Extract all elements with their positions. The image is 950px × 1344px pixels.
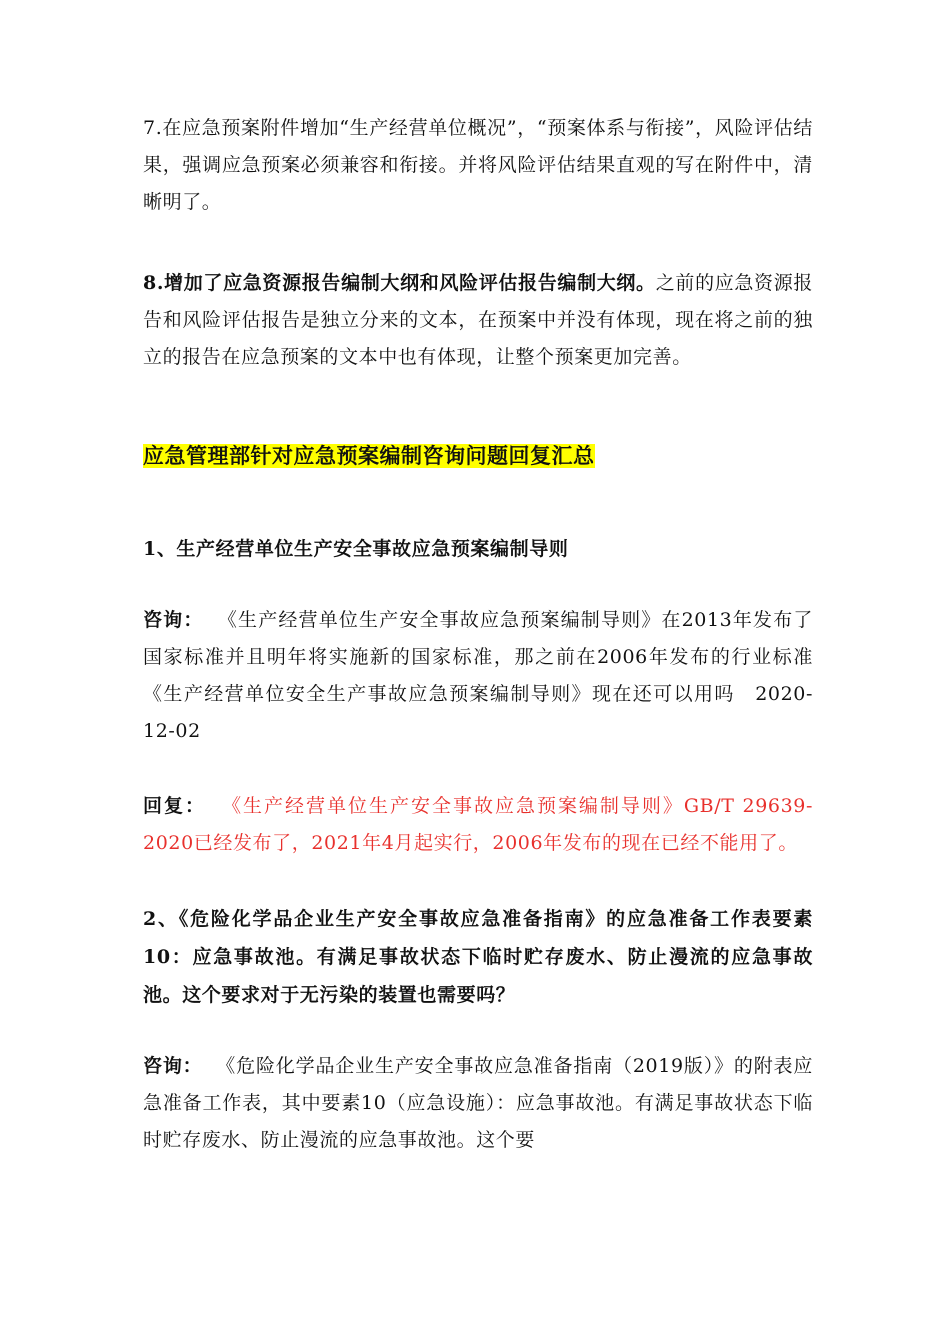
qa-1-question-text: 《生产经营单位生产安全事故应急预案编制导则》在2013年发布了国家标准并且明年将实施新的国家标准，那之前在2006年发布的行业标准《生产经营单位安全生产事故应急预案编制导则》现在还可以用吗 2020-12-02 bbox=[143, 609, 813, 742]
item-8-bold-lead: 8.增加了应急资源报告编制大纲和风险评估报告编制大纲。 bbox=[143, 272, 656, 294]
qa-2-question-label: 咨询： bbox=[143, 1055, 203, 1077]
section-title-wrapper bbox=[143, 438, 813, 475]
document-page bbox=[143, 110, 813, 1159]
qa-1-reply-text: 《生产经营单位生产安全事故应急预案编制导则》GB/T 29639-2020已经发布了，2021年4月起实行，2006年发布的现在已经不能用了。 bbox=[143, 795, 814, 854]
item-8-paragraph bbox=[143, 265, 813, 376]
qa-2-question bbox=[143, 1048, 813, 1159]
qa-1-question bbox=[143, 602, 813, 750]
item-8-text: 之前的应急资源报告和风险评估报告是独立分来的文本，在预案中并没有体现，现在将之前的独立的报告在应急预案的文本中也有体现，让整个预案更加完善。 bbox=[143, 272, 813, 368]
item-7-paragraph bbox=[143, 110, 813, 221]
qa-1-question-label: 咨询： bbox=[143, 609, 204, 631]
section-title: 应急管理部针对应急预案编制咨询问题回复汇总 bbox=[143, 444, 595, 468]
qa-2-heading: 2、《危险化学品企业生产安全事故应急准备指南》的应急准备工作表要素10：应急事故池。有满足事故状态下临时贮存废水、防止漫流的应急事故池。这个要求对于无污染的装置也需要吗？ bbox=[143, 908, 813, 1006]
qa-1-heading: 1、生产经营单位生产安全事故应急预案编制导则 bbox=[143, 538, 569, 560]
qa-1-reply-label: 回复： bbox=[143, 795, 206, 817]
item-7-text: 7.在应急预案附件增加“生产经营单位概况”，“预案体系与衔接”，风险评估结果，强调应急预案必须兼容和衔接。并将风险评估结果直观的写在附件中，清晰明了。 bbox=[143, 117, 813, 213]
qa-2-question-text: 《危险化学品企业生产安全事故应急准备指南（2019版）》的附表应急准备工作表，其中要素10（应急设施）：应急事故池。有满足事故状态下临时贮存废水、防止漫流的应急事故池。这个要 bbox=[143, 1055, 813, 1151]
qa-1-reply bbox=[143, 788, 813, 862]
